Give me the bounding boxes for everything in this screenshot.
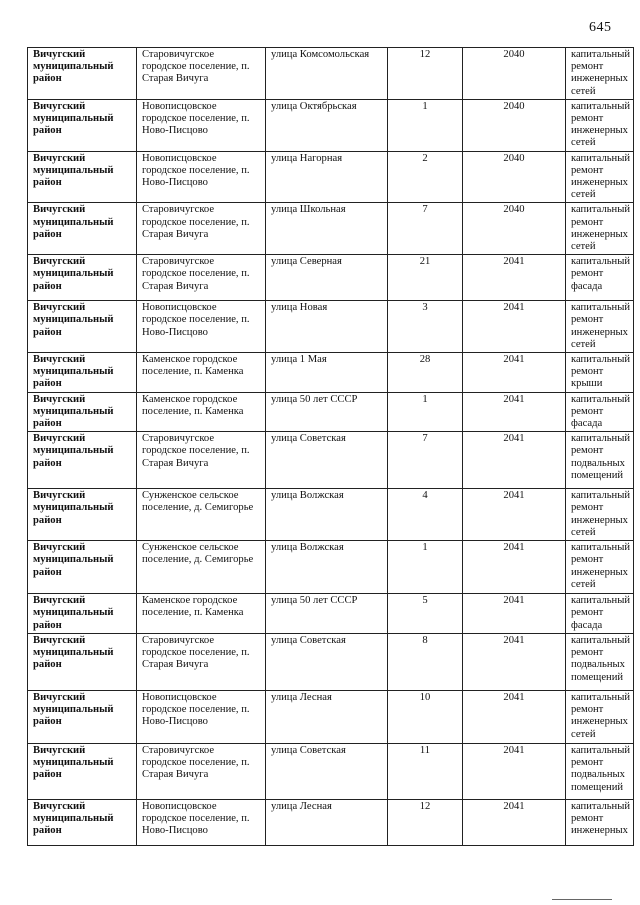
district-cell: Вичугский муниципальный район bbox=[28, 353, 137, 393]
street-cell: улица Октябрьская bbox=[266, 99, 388, 151]
house-number-cell: 3 bbox=[388, 301, 463, 353]
table-row bbox=[28, 392, 634, 432]
district-cell: Вичугский муниципальный район bbox=[28, 489, 137, 541]
table-row bbox=[28, 594, 634, 634]
street-cell: улица Волжская bbox=[266, 489, 388, 541]
work-type-cell: капитальный ремонт инженерных сетей bbox=[566, 541, 634, 594]
street-cell: улица Школьная bbox=[266, 203, 388, 255]
settlement-cell: Новописцовское городское поселение, п. Ново-Писцово bbox=[137, 690, 266, 743]
settlement-cell: Старовичугское городское поселение, п. Старая Вичуга bbox=[137, 48, 266, 100]
table-row bbox=[28, 203, 634, 255]
street-cell: улица Советская bbox=[266, 633, 388, 690]
house-number-cell: 5 bbox=[388, 594, 463, 634]
settlement-cell: Старовичугское городское поселение, п. Старая Вичуга bbox=[137, 432, 266, 489]
house-number-cell: 1 bbox=[388, 99, 463, 151]
settlement-cell: Старовичугское городское поселение, п. Старая Вичуга bbox=[137, 203, 266, 255]
settlement-cell: Каменское городское поселение, п. Каменка bbox=[137, 392, 266, 432]
district-cell: Вичугский муниципальный район bbox=[28, 432, 137, 489]
work-type-cell: капитальный ремонт фасада bbox=[566, 255, 634, 301]
work-type-cell: капитальный ремонт инженерных сетей bbox=[566, 203, 634, 255]
work-type-cell: капитальный ремонт инженерных сетей bbox=[566, 48, 634, 100]
settlement-cell: Старовичугское городское поселение, п. Старая Вичуга bbox=[137, 743, 266, 799]
year-cell: 2041 bbox=[463, 301, 566, 353]
house-number-cell: 12 bbox=[388, 799, 463, 845]
street-cell: улица Волжская bbox=[266, 541, 388, 594]
house-number-cell: 1 bbox=[388, 541, 463, 594]
district-cell: Вичугский муниципальный район bbox=[28, 690, 137, 743]
district-cell: Вичугский муниципальный район bbox=[28, 255, 137, 301]
street-cell: улица Северная bbox=[266, 255, 388, 301]
work-type-cell: капитальный ремонт крыши bbox=[566, 353, 634, 393]
footer-rule bbox=[552, 899, 612, 900]
work-type-cell: капитальный ремонт фасада bbox=[566, 594, 634, 634]
year-cell: 2041 bbox=[463, 633, 566, 690]
table-row bbox=[28, 489, 634, 541]
district-cell: Вичугский муниципальный район bbox=[28, 301, 137, 353]
page-number: 645 bbox=[589, 20, 612, 35]
work-type-cell: капитальный ремонт фасада bbox=[566, 392, 634, 432]
year-cell: 2040 bbox=[463, 151, 566, 203]
housing-repair-table bbox=[27, 47, 634, 846]
settlement-cell: Новописцовское городское поселение, п. Ново-Писцово bbox=[137, 301, 266, 353]
settlement-cell: Старовичугское городское поселение, п. Старая Вичуга bbox=[137, 255, 266, 301]
street-cell: улица Комсомольская bbox=[266, 48, 388, 100]
table-row bbox=[28, 633, 634, 690]
year-cell: 2041 bbox=[463, 690, 566, 743]
year-cell: 2041 bbox=[463, 353, 566, 393]
settlement-cell: Старовичугское городское поселение, п. Старая Вичуга bbox=[137, 633, 266, 690]
street-cell: улица Новая bbox=[266, 301, 388, 353]
district-cell: Вичугский муниципальный район bbox=[28, 743, 137, 799]
table-row bbox=[28, 255, 634, 301]
table-row bbox=[28, 432, 634, 489]
house-number-cell: 12 bbox=[388, 48, 463, 100]
table-row bbox=[28, 48, 634, 100]
house-number-cell: 2 bbox=[388, 151, 463, 203]
street-cell: улица Советская bbox=[266, 743, 388, 799]
street-cell: улица 50 лет СССР bbox=[266, 392, 388, 432]
street-cell: улица Лесная bbox=[266, 799, 388, 845]
table-row bbox=[28, 151, 634, 203]
house-number-cell: 28 bbox=[388, 353, 463, 393]
year-cell: 2041 bbox=[463, 489, 566, 541]
year-cell: 2040 bbox=[463, 99, 566, 151]
work-type-cell: капитальный ремонт инженерных сетей bbox=[566, 690, 634, 743]
district-cell: Вичугский муниципальный район bbox=[28, 99, 137, 151]
street-cell: улица Советская bbox=[266, 432, 388, 489]
table-row bbox=[28, 353, 634, 393]
table-row bbox=[28, 690, 634, 743]
work-type-cell: капитальный ремонт подвальных помещений bbox=[566, 743, 634, 799]
house-number-cell: 8 bbox=[388, 633, 463, 690]
street-cell: улица 1 Мая bbox=[266, 353, 388, 393]
table-row bbox=[28, 99, 634, 151]
table-row bbox=[28, 541, 634, 594]
street-cell: улица 50 лет СССР bbox=[266, 594, 388, 634]
year-cell: 2041 bbox=[463, 392, 566, 432]
work-type-cell: капитальный ремонт инженерных сетей bbox=[566, 489, 634, 541]
work-type-cell: капитальный ремонт подвальных помещений bbox=[566, 633, 634, 690]
house-number-cell: 11 bbox=[388, 743, 463, 799]
district-cell: Вичугский муниципальный район bbox=[28, 633, 137, 690]
house-number-cell: 7 bbox=[388, 203, 463, 255]
year-cell: 2041 bbox=[463, 743, 566, 799]
house-number-cell: 4 bbox=[388, 489, 463, 541]
year-cell: 2041 bbox=[463, 541, 566, 594]
settlement-cell: Каменское городское поселение, п. Каменка bbox=[137, 594, 266, 634]
year-cell: 2041 bbox=[463, 432, 566, 489]
table-body bbox=[28, 48, 634, 846]
district-cell: Вичугский муниципальный район bbox=[28, 594, 137, 634]
work-type-cell: капитальный ремонт инженерных сетей bbox=[566, 99, 634, 151]
street-cell: улица Лесная bbox=[266, 690, 388, 743]
settlement-cell: Новописцовское городское поселение, п. Ново-Писцово bbox=[137, 151, 266, 203]
work-type-cell: капитальный ремонт инженерных bbox=[566, 799, 634, 845]
year-cell: 2040 bbox=[463, 48, 566, 100]
house-number-cell: 1 bbox=[388, 392, 463, 432]
district-cell: Вичугский муниципальный район bbox=[28, 541, 137, 594]
house-number-cell: 21 bbox=[388, 255, 463, 301]
district-cell: Вичугский муниципальный район bbox=[28, 799, 137, 845]
year-cell: 2041 bbox=[463, 799, 566, 845]
district-cell: Вичугский муниципальный район bbox=[28, 392, 137, 432]
work-type-cell: капитальный ремонт инженерных сетей bbox=[566, 301, 634, 353]
table-row bbox=[28, 743, 634, 799]
district-cell: Вичугский муниципальный район bbox=[28, 48, 137, 100]
settlement-cell: Новописцовское городское поселение, п. Ново-Писцово bbox=[137, 99, 266, 151]
table-row bbox=[28, 301, 634, 353]
district-cell: Вичугский муниципальный район bbox=[28, 151, 137, 203]
year-cell: 2041 bbox=[463, 255, 566, 301]
street-cell: улица Нагорная bbox=[266, 151, 388, 203]
year-cell: 2041 bbox=[463, 594, 566, 634]
district-cell: Вичугский муниципальный район bbox=[28, 203, 137, 255]
settlement-cell: Каменское городское поселение, п. Каменка bbox=[137, 353, 266, 393]
house-number-cell: 10 bbox=[388, 690, 463, 743]
table-row bbox=[28, 799, 634, 845]
settlement-cell: Сунженское сельское поселение, д. Семигорье bbox=[137, 541, 266, 594]
house-number-cell: 7 bbox=[388, 432, 463, 489]
year-cell: 2040 bbox=[463, 203, 566, 255]
work-type-cell: капитальный ремонт инженерных сетей bbox=[566, 151, 634, 203]
work-type-cell: капитальный ремонт подвальных помещений bbox=[566, 432, 634, 489]
settlement-cell: Сунженское сельское поселение, д. Семигорье bbox=[137, 489, 266, 541]
settlement-cell: Новописцовское городское поселение, п. Ново-Писцово bbox=[137, 799, 266, 845]
